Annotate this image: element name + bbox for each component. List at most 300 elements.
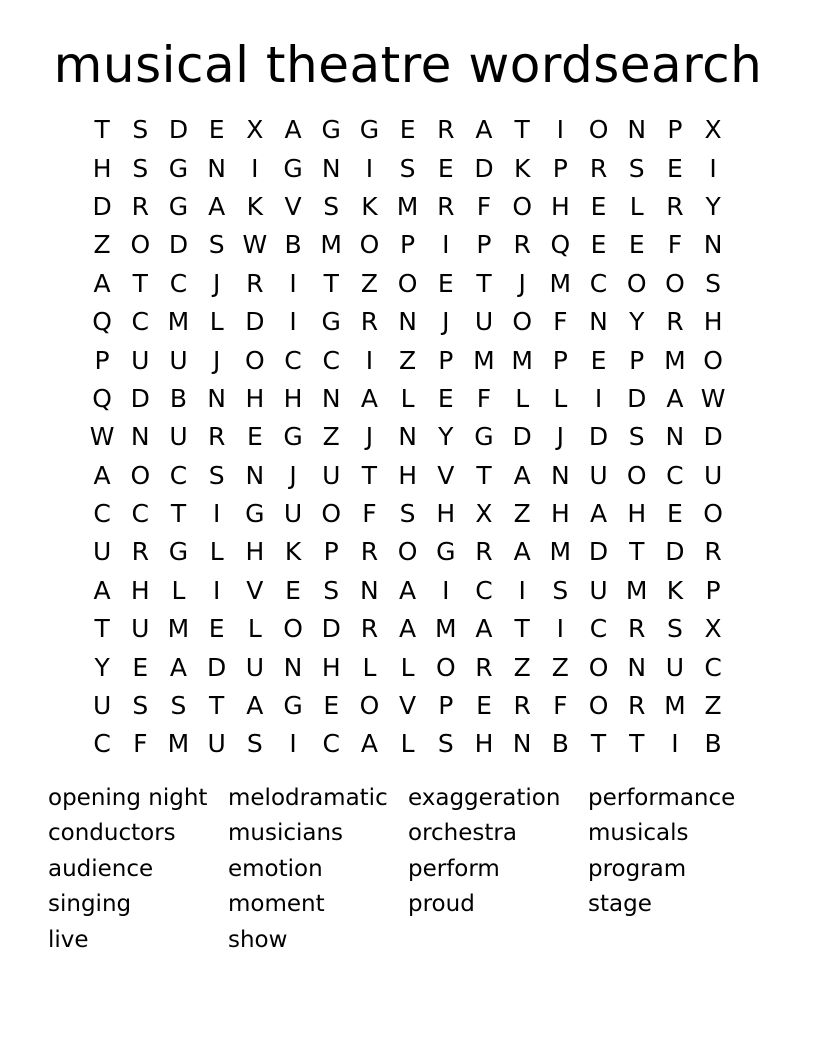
grid-letter: O [626, 460, 647, 490]
grid-letter: I [289, 729, 297, 759]
grid-letter: C [284, 345, 302, 375]
grid-letter: S [628, 153, 645, 183]
grid-letter: C [589, 268, 608, 298]
grid-row [83, 572, 733, 610]
grid-letter: T [209, 691, 225, 721]
grid-letter: O [626, 268, 647, 298]
grid-letter: R [704, 537, 722, 567]
grid-letter: J [212, 268, 221, 298]
grid-letter: H [398, 460, 417, 490]
grid-letter: G [283, 422, 303, 452]
grid-row [83, 687, 733, 725]
grid-letter: Q [92, 307, 112, 337]
grid-letter: R [131, 191, 149, 221]
grid-letter: Z [322, 422, 340, 452]
grid-letter: O [283, 614, 303, 644]
grid-letter: I [212, 499, 221, 529]
grid-letter: Z [704, 691, 722, 721]
grid-letter: X [475, 499, 493, 529]
grid-letter: S [323, 575, 340, 605]
grid-row [83, 380, 733, 418]
grid-letter: E [323, 691, 340, 721]
grid-letter: I [556, 614, 565, 644]
grid-letter: H [92, 153, 112, 183]
grid-row [83, 265, 733, 303]
grid-letter: N [360, 575, 379, 605]
grid-letter: A [475, 115, 493, 145]
word-list-item: audience [48, 855, 154, 882]
grid-letter: U [665, 652, 685, 682]
grid-letter: O [359, 691, 380, 721]
grid-letter: N [321, 153, 341, 183]
word-list-item: program [588, 855, 687, 882]
grid-letter: H [130, 575, 150, 605]
grid-letter: P [629, 345, 645, 375]
grid-letter: D [92, 191, 112, 221]
grid-letter: G [168, 191, 189, 221]
grid-letter: A [93, 268, 111, 298]
grid-letter: G [359, 115, 380, 145]
grid-letter: P [552, 153, 568, 183]
grid-letter: S [437, 729, 454, 759]
grid-letter: P [552, 345, 568, 375]
grid-letter: O [130, 460, 151, 490]
grid-letter: Y [94, 652, 110, 682]
grid-letter: M [434, 614, 457, 644]
grid-letter: P [705, 575, 721, 605]
grid-letter: G [436, 537, 456, 567]
grid-letter: I [289, 268, 297, 298]
grid-letter: S [628, 422, 645, 452]
grid-letter: F [667, 230, 683, 260]
grid-letter: M [511, 345, 533, 375]
grid-letter: S [399, 499, 416, 529]
grid-letter: A [360, 729, 378, 759]
grid-letter: D [588, 537, 609, 567]
grid-letter: G [283, 153, 303, 183]
grid-letter: S [132, 691, 149, 721]
grid-letter: R [628, 614, 646, 644]
grid-letter: S [705, 268, 722, 298]
grid-letter: T [94, 614, 110, 644]
word-list-item: melodramatic [228, 784, 388, 811]
grid-letter: I [365, 345, 374, 375]
grid-letter: V [399, 691, 417, 721]
grid-letter: G [245, 499, 265, 529]
grid-letter: R [360, 537, 379, 567]
word-list-item: live [48, 926, 89, 953]
grid-letter: M [396, 191, 419, 221]
grid-letter: D [474, 153, 494, 183]
grid-letter: R [666, 191, 684, 221]
grid-letter: A [475, 614, 493, 644]
grid-letter: I [365, 153, 374, 183]
grid-letter: O [512, 191, 532, 221]
grid-letter: F [553, 307, 568, 337]
grid-letter: H [474, 729, 494, 759]
grid-row [83, 111, 733, 149]
letter-grid [83, 111, 733, 764]
grid-letter: E [399, 115, 416, 145]
grid-letter: U [92, 537, 112, 567]
grid-letter: P [438, 691, 454, 721]
grid-letter: T [590, 729, 607, 759]
grid-letter: S [208, 460, 225, 490]
grid-letter: N [130, 422, 150, 452]
grid-letter: L [553, 383, 568, 413]
grid-letter: C [169, 460, 188, 490]
grid-letter: L [209, 537, 224, 567]
word-list-item: emotion [228, 855, 323, 882]
grid-letter: O [359, 230, 380, 260]
grid-letter: R [475, 652, 493, 682]
word-list-item: conductors [48, 820, 176, 847]
grid-letter: U [474, 307, 494, 337]
grid-letter: M [625, 575, 648, 605]
grid-row [83, 533, 733, 571]
grid-row [83, 303, 733, 341]
grid-letter: U [245, 652, 264, 682]
grid-letter: H [550, 191, 570, 221]
grid-letter: N [398, 422, 417, 452]
grid-letter: J [212, 345, 221, 375]
grid-letter: N [703, 230, 723, 260]
grid-row [83, 495, 733, 533]
grid-letter: C [93, 499, 111, 529]
grid-letter: X [704, 115, 722, 145]
grid-letter: Z [513, 499, 531, 529]
grid-letter: C [322, 729, 340, 759]
word-list-item: show [228, 926, 288, 953]
grid-letter: G [321, 307, 341, 337]
grid-letter: D [627, 383, 647, 413]
grid-letter: C [131, 307, 150, 337]
grid-letter: I [289, 307, 297, 337]
grid-letter: O [665, 268, 685, 298]
word-list-item: opening night [48, 784, 208, 811]
grid-letter: R [589, 153, 608, 183]
grid-letter: J [442, 307, 450, 337]
grid-letter: M [167, 729, 190, 759]
grid-letter: D [207, 652, 227, 682]
grid-letter: N [627, 115, 647, 145]
grid-letter: C [93, 729, 111, 759]
grid-letter: B [704, 729, 722, 759]
grid-letter: N [627, 652, 647, 682]
grid-letter: G [474, 422, 494, 452]
grid-letter: T [323, 268, 339, 298]
grid-letter: R [628, 691, 646, 721]
grid-letter: T [132, 268, 148, 298]
grid-letter: O [397, 268, 418, 298]
word-list-item: musicals [588, 820, 689, 847]
word-list-item: orchestra [408, 820, 517, 847]
grid-letter: L [400, 729, 415, 759]
grid-letter: U [131, 345, 150, 375]
grid-letter: D [245, 307, 265, 337]
word-list-item: proud [408, 891, 475, 918]
grid-letter: B [284, 230, 302, 260]
grid-letter: F [476, 383, 492, 413]
grid-letter: R [513, 691, 531, 721]
grid-letter: I [594, 383, 603, 413]
grid-letter: L [515, 383, 530, 413]
grid-row [83, 341, 733, 379]
grid-letter: Z [360, 268, 378, 298]
grid-letter: D [588, 422, 609, 452]
grid-letter: A [399, 614, 417, 644]
grid-letter: L [247, 614, 262, 644]
grid-letter: N [283, 652, 303, 682]
grid-letter: U [92, 691, 112, 721]
grid-letter: L [400, 383, 415, 413]
grid-letter: W [242, 230, 268, 260]
grid-letter: A [513, 460, 531, 490]
grid-letter: J [518, 268, 526, 298]
grid-letter: G [321, 115, 341, 145]
grid-letter: T [476, 268, 492, 298]
grid-letter: M [167, 307, 190, 337]
grid-letter: T [629, 537, 645, 567]
grid-letter: L [629, 191, 644, 221]
grid-letter: H [283, 383, 303, 413]
grid-letter: I [442, 575, 450, 605]
grid-letter: O [435, 652, 456, 682]
grid-letter: W [89, 422, 115, 452]
grid-letter: P [400, 230, 416, 260]
page-title: musical theatre wordsearch [53, 36, 763, 94]
grid-letter: R [360, 614, 379, 644]
word-list-row [48, 851, 788, 887]
grid-letter: H [550, 499, 570, 529]
grid-letter: D [168, 115, 189, 145]
grid-letter: S [132, 153, 149, 183]
grid-letter: A [360, 383, 378, 413]
grid-row [83, 418, 733, 456]
grid-letter: P [438, 345, 454, 375]
grid-letter: E [667, 499, 683, 529]
grid-letter: R [246, 268, 264, 298]
grid-letter: C [589, 614, 608, 644]
grid-letter: H [321, 652, 341, 682]
word-list [48, 780, 788, 958]
grid-letter: E [208, 115, 225, 145]
grid-letter: R [666, 307, 684, 337]
grid-letter: J [556, 422, 565, 452]
grid-letter: O [703, 499, 723, 529]
grid-row [83, 648, 733, 686]
grid-letter: M [549, 537, 572, 567]
grid-letter: I [709, 153, 717, 183]
grid-letter: O [245, 345, 265, 375]
grid-row [83, 188, 733, 226]
word-list-item: perform [408, 855, 500, 882]
grid-letter: U [207, 729, 226, 759]
grid-letter: R [437, 191, 455, 221]
grid-letter: U [322, 460, 341, 490]
grid-letter: T [629, 729, 645, 759]
grid-letter: P [476, 230, 492, 260]
grid-letter: E [628, 230, 645, 260]
grid-letter: M [549, 268, 572, 298]
grid-letter: A [284, 115, 302, 145]
grid-letter: L [362, 652, 377, 682]
grid-letter: S [208, 230, 225, 260]
grid-letter: H [436, 499, 456, 529]
grid-letter: E [246, 422, 263, 452]
grid-letter: N [398, 307, 417, 337]
grid-letter: R [207, 422, 226, 452]
grid-letter: D [168, 230, 189, 260]
word-list-item: stage [588, 891, 652, 918]
grid-letter: E [667, 153, 683, 183]
grid-letter: J [365, 422, 374, 452]
grid-letter: Z [551, 652, 569, 682]
grid-letter: L [209, 307, 224, 337]
grid-letter: C [475, 575, 493, 605]
grid-letter: F [133, 729, 148, 759]
grid-letter: L [400, 652, 415, 682]
grid-letter: V [246, 575, 264, 605]
word-list-row [48, 780, 788, 816]
grid-letter: M [167, 614, 190, 644]
grid-letter: O [588, 691, 609, 721]
grid-letter: R [475, 537, 493, 567]
grid-letter: E [208, 614, 225, 644]
grid-letter: X [246, 115, 264, 145]
grid-letter: U [169, 345, 188, 375]
grid-letter: E [132, 652, 149, 682]
grid-letter: Y [705, 191, 721, 221]
grid-letter: E [437, 268, 454, 298]
grid-row [83, 457, 733, 495]
word-list-item: performance [588, 784, 736, 811]
grid-letter: D [512, 422, 532, 452]
grid-letter: H [245, 537, 265, 567]
grid-letter: S [132, 115, 149, 145]
grid-letter: A [208, 191, 226, 221]
grid-letter: B [551, 729, 569, 759]
grid-letter: E [437, 383, 454, 413]
grid-letter: K [361, 191, 378, 221]
grid-letter: N [665, 422, 685, 452]
grid-letter: O [703, 345, 723, 375]
grid-letter: R [360, 307, 379, 337]
grid-letter: A [169, 652, 188, 682]
grid-letter: S [666, 614, 683, 644]
grid-letter: F [553, 691, 568, 721]
grid-letter: K [246, 191, 264, 221]
grid-letter: S [246, 729, 263, 759]
grid-letter: E [437, 153, 454, 183]
grid-letter: F [362, 499, 377, 529]
grid-letter: J [289, 460, 297, 490]
grid-row [83, 725, 733, 763]
grid-letter: E [590, 345, 607, 375]
grid-letter: C [169, 268, 188, 298]
grid-letter: O [512, 307, 532, 337]
grid-letter: R [513, 230, 531, 260]
grid-letter: O [130, 230, 151, 260]
grid-letter: O [397, 537, 418, 567]
grid-letter: R [131, 537, 149, 567]
grid-letter: I [556, 115, 565, 145]
grid-letter: T [170, 499, 187, 529]
grid-letter: S [399, 153, 416, 183]
grid-letter: G [168, 153, 189, 183]
grid-letter: U [703, 460, 723, 490]
grid-letter: W [700, 383, 726, 413]
word-list-row [48, 922, 788, 958]
grid-letter: C [666, 460, 684, 490]
grid-letter: C [322, 345, 340, 375]
grid-letter: L [171, 575, 186, 605]
grid-letter: M [320, 230, 342, 260]
grid-letter: K [666, 575, 684, 605]
grid-letter: U [589, 575, 608, 605]
grid-letter: B [169, 383, 188, 413]
grid-letter: N [207, 383, 226, 413]
grid-row [83, 226, 733, 264]
word-list-item: exaggeration [408, 784, 561, 811]
grid-letter: E [476, 691, 492, 721]
grid-letter: U [283, 499, 303, 529]
grid-letter: P [94, 345, 110, 375]
word-list-item: musicians [228, 820, 344, 847]
grid-letter: X [704, 614, 722, 644]
grid-letter: I [251, 153, 259, 183]
grid-letter: S [552, 575, 569, 605]
grid-letter: V [284, 191, 302, 221]
grid-letter: O [321, 499, 342, 529]
grid-letter: P [323, 537, 339, 567]
grid-letter: R [437, 115, 455, 145]
grid-row [83, 149, 733, 187]
grid-letter: T [94, 115, 110, 145]
grid-letter: Z [93, 230, 111, 260]
grid-letter: T [476, 460, 492, 490]
grid-letter: T [514, 115, 530, 145]
grid-letter: O [588, 652, 609, 682]
grid-row [83, 610, 733, 648]
grid-letter: A [399, 575, 417, 605]
grid-letter: T [361, 460, 378, 490]
grid-letter: E [590, 191, 607, 221]
grid-letter: P [667, 115, 683, 145]
grid-letter: H [703, 307, 723, 337]
grid-letter: U [131, 614, 150, 644]
grid-letter: A [666, 383, 684, 413]
grid-letter: V [437, 460, 455, 490]
grid-letter: O [588, 115, 609, 145]
grid-letter: A [93, 575, 111, 605]
grid-letter: D [321, 614, 341, 644]
grid-letter: A [589, 499, 608, 529]
grid-letter: N [550, 460, 570, 490]
grid-letter: U [169, 422, 188, 452]
grid-letter: A [93, 460, 111, 490]
grid-letter: D [703, 422, 723, 452]
grid-letter: K [284, 537, 302, 567]
grid-letter: I [442, 230, 450, 260]
word-list-row [48, 816, 788, 852]
grid-letter: D [130, 383, 150, 413]
grid-letter: U [589, 460, 608, 490]
grid-letter: E [285, 575, 301, 605]
grid-letter: S [170, 691, 187, 721]
grid-letter: I [518, 575, 526, 605]
grid-letter: H [627, 499, 647, 529]
